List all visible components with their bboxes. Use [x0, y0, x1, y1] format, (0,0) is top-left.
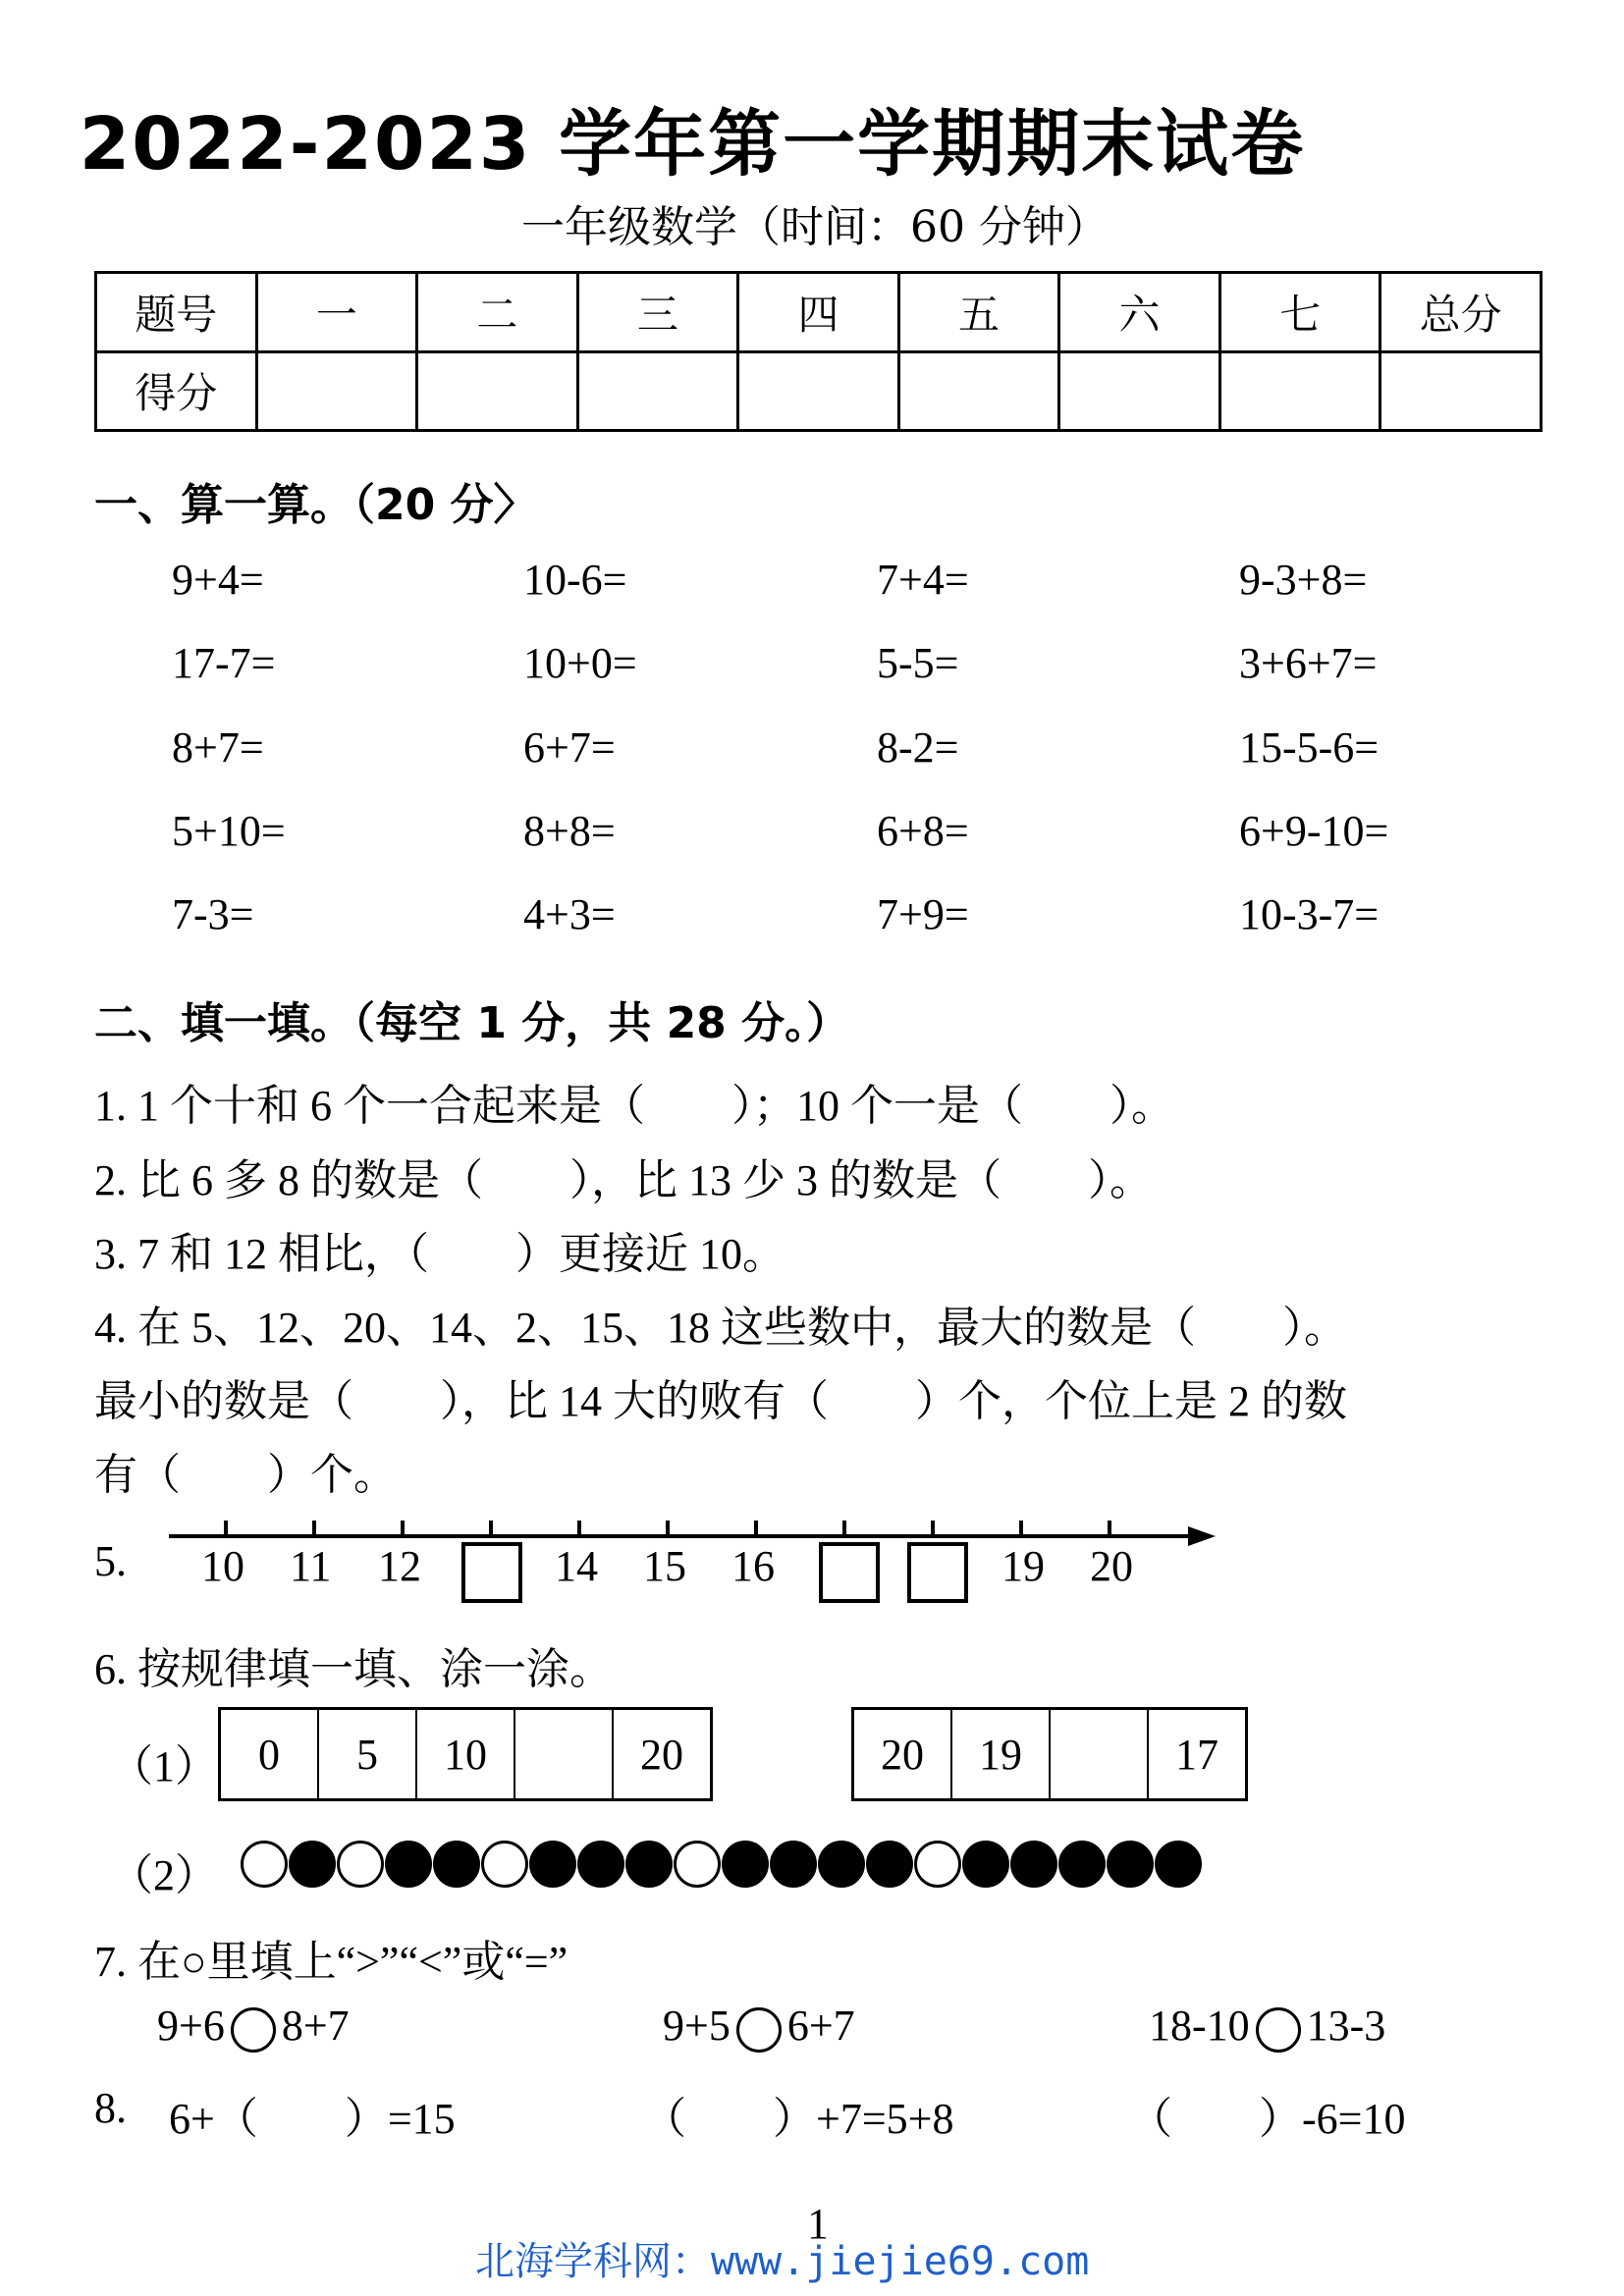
sequence-cell: 17: [1175, 1730, 1218, 1779]
compare-left: 9+6: [157, 2002, 225, 2050]
calc-item: 9-3+8=: [1239, 556, 1368, 604]
bead-empty[interactable]: [337, 1841, 384, 1888]
score-table-header-row: [96, 273, 1542, 352]
calc-item: 3+6+7=: [1239, 639, 1378, 687]
equation-item: （ ）-6=10: [1129, 2095, 1406, 2143]
question-7: 7. 在○里填上“>”“<”或“=”: [94, 1938, 568, 1986]
question-8-label: 8.: [94, 2084, 127, 2132]
equation-item: （ ）+7=5+8: [643, 2095, 954, 2143]
footer-site: 北海学科网：: [475, 2239, 711, 2284]
sequence-cell: 10: [417, 1710, 515, 1798]
calc-item: 7+4=: [877, 556, 969, 604]
bead-filled: [962, 1841, 1009, 1888]
score-header-cell: 四: [738, 273, 899, 352]
compare-right: 6+7: [786, 2002, 855, 2050]
pattern-sequence-b: [851, 1707, 1248, 1801]
bead-filled: [529, 1841, 576, 1888]
score-header-cell: 总分: [1380, 273, 1542, 352]
equation-item: 6+（ ）=15: [169, 2095, 456, 2143]
score-cell[interactable]: [1059, 351, 1220, 431]
score-cell[interactable]: [256, 351, 417, 431]
compare-right: 13-3: [1306, 2002, 1386, 2050]
calc-item: 8+7=: [172, 723, 264, 772]
page-title: 2022-2023 学年第一学期期末试卷: [79, 102, 1306, 187]
number-line-label: 16: [731, 1542, 775, 1590]
question-3: 3. 7 和 12 相比，（ ）更接近 10。: [94, 1230, 785, 1278]
bead-filled: [433, 1841, 480, 1888]
score-header-cell: 七: [1219, 273, 1380, 352]
sequence-cell: 5: [319, 1710, 417, 1798]
sequence-cell: 19: [952, 1710, 1051, 1798]
sequence-cell: 20: [640, 1730, 683, 1779]
compare-left: 9+5: [663, 2002, 731, 2050]
calc-item: 7-3=: [172, 890, 254, 938]
question-5-label: 5.: [94, 1537, 127, 1585]
bead-filled: [1107, 1841, 1154, 1888]
bead-pattern: [241, 1841, 1203, 1888]
score-cell[interactable]: [898, 351, 1059, 431]
calc-item: 5+10=: [172, 807, 286, 855]
bead-empty[interactable]: [914, 1841, 961, 1888]
page-subtitle: 一年级数学（时间：60 分钟）: [521, 202, 1109, 252]
score-header-cell: 六: [1059, 273, 1220, 352]
question-6-2-label: （2）: [110, 1851, 218, 1899]
calc-item: 4+3=: [523, 890, 616, 938]
number-line-label: 15: [643, 1542, 686, 1590]
score-table: [94, 271, 1543, 432]
number-line-label: 12: [378, 1542, 421, 1590]
question-2: 2. 比 6 多 8 的数是（ ），比 13 少 3 的数是（ ）。: [94, 1156, 1153, 1204]
question-4-line-3: 有（ ）个。: [94, 1451, 397, 1499]
sequence-blank-cell[interactable]: [515, 1710, 614, 1798]
score-cell[interactable]: [1219, 351, 1380, 431]
bead-filled: [289, 1841, 336, 1888]
bead-empty[interactable]: [241, 1841, 288, 1888]
score-row-label: 得分: [96, 351, 257, 431]
calc-item: 10-3-7=: [1239, 890, 1380, 938]
bead-filled: [577, 1841, 624, 1888]
footer-url[interactable]: www.jiejie69.com: [711, 2239, 1090, 2284]
bead-filled: [818, 1841, 865, 1888]
question-4-line-1: 4. 在 5、12、20、14、2、15、18 这些数中，最大的数是（ ）。: [94, 1304, 1347, 1352]
pattern-sequence-a: [218, 1707, 713, 1801]
number-line-label: 14: [555, 1542, 598, 1590]
number-line-label: 20: [1090, 1542, 1133, 1590]
score-header-cell: 三: [577, 273, 738, 352]
number-line-label: 11: [290, 1542, 332, 1590]
bead-filled: [1058, 1841, 1106, 1888]
calc-item: 15-5-6=: [1239, 723, 1380, 772]
compare-circle[interactable]: [736, 2007, 782, 2053]
sequence-cell: 20: [854, 1710, 952, 1798]
bead-filled: [1010, 1841, 1057, 1888]
score-header-cell: 五: [898, 273, 1059, 352]
calc-item: 10-6=: [523, 556, 627, 604]
compare-item: [663, 2001, 855, 2053]
bead-filled: [722, 1841, 769, 1888]
question-4-line-2: 最小的数是（ ），比 14 大的败有（ ）个，个位上是 2 的数: [94, 1377, 1347, 1425]
bead-filled: [1155, 1841, 1202, 1888]
compare-circle[interactable]: [1256, 2007, 1301, 2053]
score-header-cell: 题号: [96, 273, 257, 352]
number-line-answer-box[interactable]: [821, 1544, 878, 1601]
section1-heading: 一、算一算。（20 分〉: [94, 480, 537, 530]
compare-item: [157, 2001, 350, 2053]
compare-item: [1149, 2001, 1385, 2053]
calc-item: 9+4=: [172, 556, 264, 604]
calc-item: 5-5=: [877, 639, 959, 687]
score-header-cell: 二: [417, 273, 578, 352]
number-line-label: 10: [201, 1542, 244, 1590]
question-6: 6. 按规律填一填、涂一涂。: [94, 1645, 613, 1693]
page-number: 1: [807, 2200, 829, 2248]
calc-item: 6+8=: [877, 807, 969, 855]
sequence-cell: 0: [221, 1710, 319, 1798]
score-header-cell: 一: [256, 273, 417, 352]
question-1: 1. 1 个十和 6 个一合起来是（ ）；10 个一是（ ）。: [94, 1082, 1174, 1130]
calc-item: 8-2=: [877, 723, 959, 772]
calc-item: 17-7=: [172, 639, 276, 687]
calc-item: 8+8=: [523, 807, 616, 855]
compare-right: 8+7: [281, 2002, 350, 2050]
score-cell[interactable]: [417, 351, 578, 431]
sequence-blank-cell[interactable]: [1051, 1710, 1149, 1798]
calc-item: 6+9-10=: [1239, 807, 1389, 855]
bead-filled: [385, 1841, 432, 1888]
footer: [475, 2230, 1089, 2286]
score-cell[interactable]: [577, 351, 738, 431]
number-line-arrow: [1188, 1526, 1216, 1546]
score-cell[interactable]: [1380, 351, 1542, 431]
score-cell[interactable]: [738, 351, 899, 431]
bead-empty[interactable]: [674, 1841, 721, 1888]
question-6-1-label: （1）: [110, 1742, 218, 1790]
bead-filled: [866, 1841, 913, 1888]
compare-circle[interactable]: [231, 2007, 276, 2053]
calc-item: 6+7=: [523, 723, 616, 772]
calc-item: 7+9=: [877, 890, 969, 938]
number-line-label: 19: [1001, 1542, 1045, 1590]
compare-left: 18-10: [1149, 2002, 1250, 2050]
calc-item: 10+0=: [523, 639, 637, 687]
score-table-score-row: [96, 351, 1542, 431]
section2-heading: 二、填一填。（每空 1 分，共 28 分。）: [94, 998, 850, 1048]
number-line-answer-box[interactable]: [909, 1544, 966, 1601]
bead-filled: [770, 1841, 817, 1888]
bead-empty[interactable]: [481, 1841, 528, 1888]
number-line-answer-box[interactable]: [463, 1544, 520, 1601]
bead-filled: [625, 1841, 673, 1888]
